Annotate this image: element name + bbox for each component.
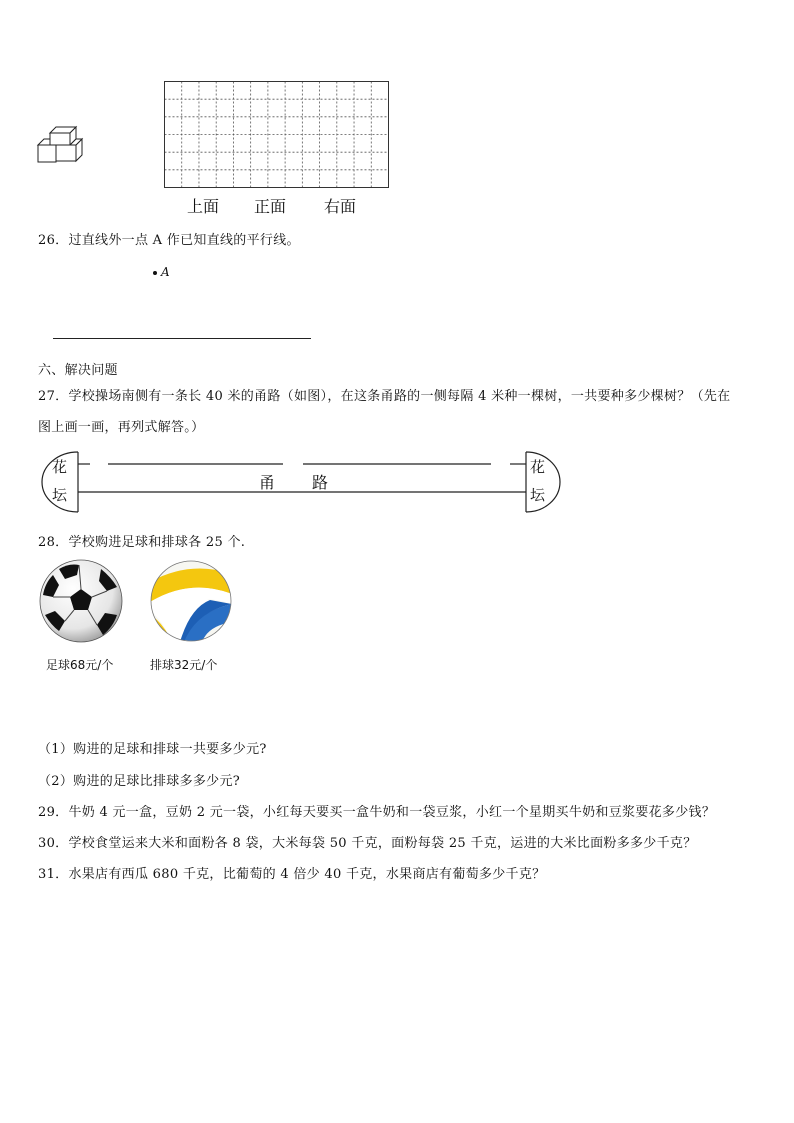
- volleyball-price-caption: 排球32元/个: [150, 658, 218, 672]
- question-27-line2: 图上画一画，再列式解答。）: [38, 420, 205, 435]
- cube-stack-icon: [36, 123, 92, 165]
- volleyball-icon: [150, 560, 232, 642]
- question-26: 26．过直线外一点 A 作已知直线的平行线。: [38, 233, 300, 248]
- question-31: 31．水果店有西瓜 680 千克，比葡萄的 4 倍少 40 千克，水果商店有葡萄多少千克？: [38, 867, 546, 882]
- view-label-top: 上面: [187, 197, 220, 216]
- question-29: 29．牛奶 4 元一盒，豆奶 2 元一袋，小红每天要买一盒牛奶和一袋豆浆，小红一个星期买牛奶和豆浆要花多少钱？: [38, 805, 716, 820]
- view-drawing-grid[interactable]: [164, 81, 390, 189]
- flower-bed-left-top: 花: [52, 458, 68, 476]
- view-label-front: 正面: [254, 197, 287, 216]
- section-heading: 六、解决问题: [38, 363, 118, 378]
- road-label-left: 甬: [259, 473, 276, 492]
- soccer-ball-icon: [39, 559, 123, 643]
- given-line: [53, 338, 311, 339]
- question-28-sub2: （2）购进的足球比排球多多少元?: [38, 774, 241, 789]
- view-label-right: 右面: [324, 197, 357, 216]
- flower-bed-left-bottom: 坛: [52, 486, 68, 504]
- question-27-line1: 27．学校操场南侧有一条长 40 米的甬路（如图），在这条甬路的一侧每隔 4 米种一棵树，一共要种多少棵树？（先在: [38, 389, 731, 404]
- question-28-sub1: （1）购进的足球和排球一共要多少元?: [38, 742, 267, 757]
- flower-bed-right-bottom: 坛: [530, 486, 546, 504]
- soccer-price-caption: 足球68元/个: [46, 658, 114, 672]
- point-a-dot: [153, 271, 157, 275]
- point-a-label: A: [161, 265, 170, 279]
- question-30: 30．学校食堂运来大米和面粉各 8 袋，大米每袋 50 千克，面粉每袋 25 千克，运进的大米比面粉多多少千克？: [38, 836, 697, 851]
- road-diagram[interactable]: [40, 448, 562, 514]
- question-28: 28．学校购进足球和排球各 25 个.: [38, 535, 246, 550]
- flower-bed-right-top: 花: [530, 458, 546, 476]
- road-label-right: 路: [312, 473, 329, 492]
